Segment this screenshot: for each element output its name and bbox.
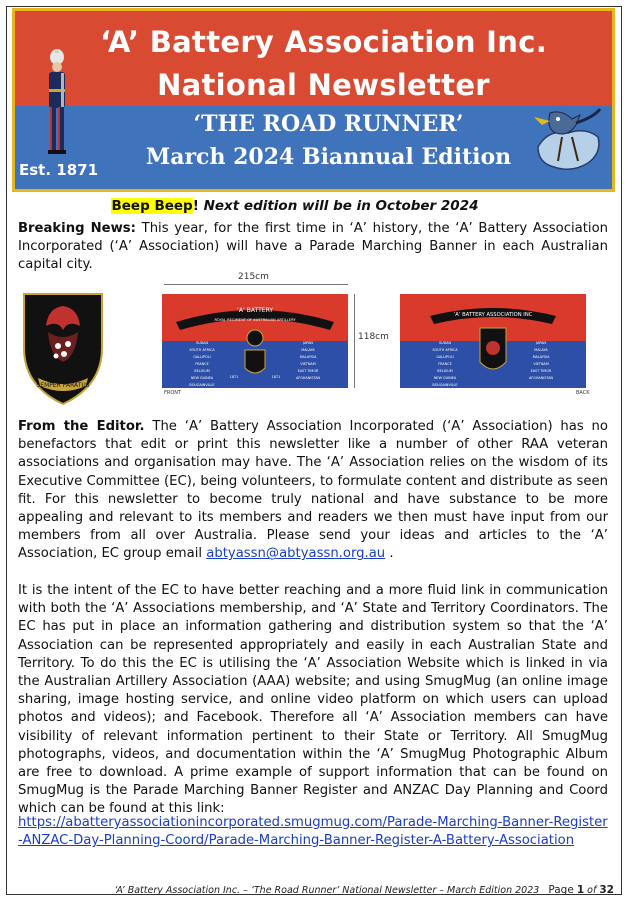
front-label: FRONT: [164, 390, 182, 396]
front-banner-title: ‘A’ BATTERY: [236, 307, 274, 314]
intent-paragraph: It is the intent of the EC to have better reaching and a more fluid link in communication with both the ‘A’ Associations membership, and ‘A’ State and Territory Coordinators. The EC has put in place an information gathering and distribution system so that the ‘A’ Association can be represented appropriately and easily in each Australian State and Territory. To do this the EC is utilising the ‘A’ Association Website which is linked in via the Australian Artillery Association (AAA) website; and using SmugMug (an online image sharing, image hosting service, and online video platform on which users can upload photos and videos); and Facebook. Therefore all ‘A’ Association members can have visibility of relevant information pertinent to their State or Territory. All SmugMug photographs, videos, and documentation within the ‘A’ SmugMug Photographic Album are free to download. A prime example of support information that can be found on SmugMug is the Parade Marching Banner Register and ANZAC Day Planning and Coord which can be found at this link:: [18, 583, 608, 817]
crest-motto: SEMPER PARATUS: [36, 382, 90, 389]
footer-of-word: of: [587, 885, 597, 896]
honour-right-6: AFGHANISTAN: [295, 376, 321, 380]
beep-exclamation: !: [192, 198, 199, 214]
masthead-title-line1: ‘A’ Battery Association Inc.: [99, 25, 548, 59]
masthead-banner: [12, 8, 615, 192]
honour-right-2: MALAYA: [301, 348, 315, 352]
banner-width-label: 215cm: [238, 272, 269, 282]
back-honour-right-4: VIETNAM: [533, 362, 549, 366]
soldier-illustration: [31, 49, 83, 161]
page-footer: [0, 884, 614, 896]
roadrunner-map-illustration: [528, 107, 606, 177]
honour-left-7: BOUGAINVILLE: [189, 383, 215, 387]
masthead-edition: March 2024 Biannual Edition: [145, 144, 512, 170]
smugmug-register-link[interactable]: https://abatteryassociationincorporated.smugmug.com/Parade-Marching-Banner-Register-ANZAC-Day-Planning-Coord/Parade-Marching-Banner-Register-A-Battery-Association: [18, 815, 608, 849]
editor-email-after: .: [385, 546, 394, 562]
honour-right-4: VIETNAM: [300, 362, 316, 366]
back-honour-left-2: SOUTH AFRICA: [432, 348, 458, 352]
honour-right-5: EAST TIMOR: [297, 369, 319, 373]
breaking-news-paragraph: [18, 220, 608, 275]
honour-left-5: BELGIUM: [194, 369, 210, 373]
next-edition-text: Next edition will be in October 2024: [203, 198, 479, 214]
back-label: BACK: [576, 390, 590, 396]
honour-right-3: MALAYSIA: [299, 355, 317, 359]
back-honour-right-1: JAPAN: [536, 341, 546, 345]
back-honour-right-2: MALAYA: [534, 348, 548, 352]
beep-highlight: Beep Beep: [111, 198, 193, 214]
masthead-subtitle-line1: ‘THE ROAD RUNNER’: [193, 111, 464, 137]
breaking-news-text: This year, for the first time in ‘A’ history, the ‘A’ Battery Association Incorporated (‘A’ Association) will have a Parade Marching Banner in each Australian capital city.: [18, 221, 608, 273]
back-honour-left-1: SUDAN: [438, 341, 452, 345]
masthead-title-line2: National Newsletter: [157, 68, 490, 102]
footer-page-total: 32: [599, 884, 614, 896]
honour-left-2: SOUTH AFRICA: [189, 348, 215, 352]
honour-right-1: JAPAN: [303, 341, 313, 345]
honour-left-4: FRANCE: [195, 362, 209, 366]
editor-label: From the Editor.: [18, 419, 145, 434]
back-honour-left-5: BELGIUM: [437, 369, 453, 373]
back-honour-right-3: MALAYSIA: [532, 355, 550, 359]
footer-text: ‘A’ Battery Association Inc. – ‘The Road Runner’ National Newsletter – March Edition 2023: [114, 885, 540, 896]
banner-height-line: [354, 294, 355, 388]
banner-height-label: 118cm: [358, 332, 389, 342]
breaking-news-label: Breaking News:: [18, 221, 136, 236]
banner-front-image: [162, 294, 348, 388]
footer-page-number: 1: [576, 884, 585, 896]
back-honour-left-6: NEW GUINEA: [433, 376, 457, 380]
next-edition-notice: [0, 197, 590, 215]
honour-left-3: GALLIPOLI: [193, 355, 211, 359]
banner-back-image: [400, 294, 586, 388]
editor-email-link[interactable]: abtyassn@abtyassn.org.au: [206, 546, 386, 562]
editor-text: The ‘A’ Battery Association Incorporated (‘A’ Association) has no benefactors that edit or print this newsletter like a number of other RAA veteran associations and organisation may have. The ‘A’ Association relies on the wisdom of its Executive Committee (EC), being volunteers, to formulate content and distribute as seen fit. For this newsletter to become truly national and have substance to be more appealing and relevant to its members and readers we then must have input from our members from all over Australia. Please send your ideas and articles to the ‘A’ Association, EC group email: [18, 419, 608, 562]
honour-left-1: SUDAN: [195, 341, 209, 345]
back-honour-right-5: EAST TIMOR: [530, 369, 552, 373]
editor-paragraph: [18, 418, 608, 564]
back-honour-right-6: AFGHANISTAN: [528, 376, 554, 380]
battery-crest-badge: [18, 286, 108, 408]
footer-page-word: Page: [548, 884, 574, 896]
back-honour-left-3: GALLIPOLI: [436, 355, 454, 359]
back-honour-left-7: BOUGAINVILLE: [432, 383, 458, 387]
banner-width-line: [164, 284, 348, 285]
back-honour-left-4: FRANCE: [438, 362, 452, 366]
established-label: Est. 1871: [19, 161, 99, 179]
honour-left-6: NEW GUINEA: [190, 376, 214, 380]
front-banner-subtitle: ROYAL REGIMENT OF AUSTRALIAN ARTILLERY: [214, 318, 296, 322]
back-banner-title: ‘A’ BATTERY ASSOCIATION INC: [453, 312, 533, 318]
front-year-right: 1871: [271, 375, 281, 379]
front-year-left: 1871: [229, 375, 239, 379]
